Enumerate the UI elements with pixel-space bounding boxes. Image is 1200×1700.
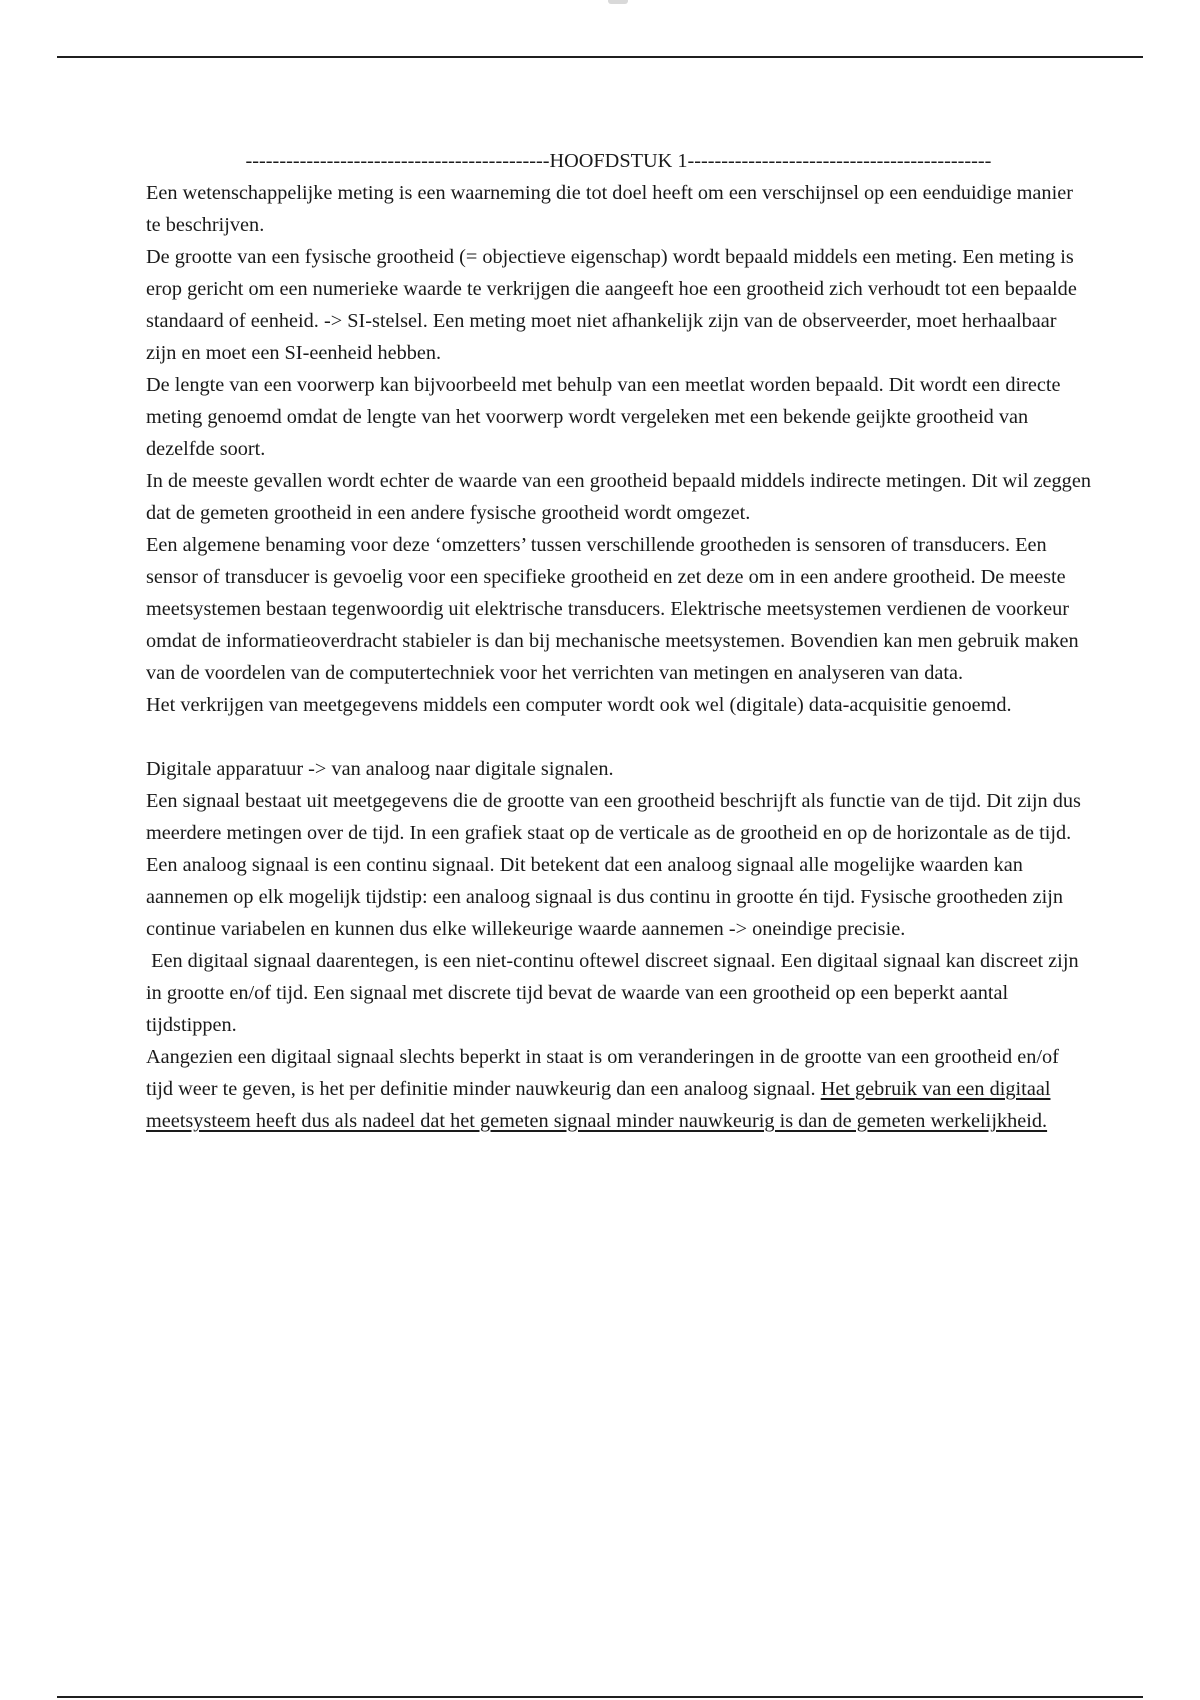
paragraph: Een analoog signaal is een continu signaal. Dit betekent dat een analoog signaal alle mogelijke waarden kan aannemen op elk mogelijk tijdstip: een analoog signaal is dus continu in grootte én tijd. Fysische grootheden zijn continue variabelen en kunnen dus elke willekeurige waarde aannemen -> oneindige precisie. (146, 854, 1063, 940)
page-top-marker (608, 0, 628, 4)
underlined-conclusion: Het gebruik van een digitaal meetsysteem heeft dus als nadeel dat het gemeten signaal minder nauwkeurig is dan de gemeten werkelijkheid. (146, 1078, 1051, 1132)
chapter-heading: ---------------------------------------------HOOFDSTUK 1--------------------------------------------- (245, 150, 992, 172)
blank-line (146, 721, 1091, 753)
paragraph: Een algemene benaming voor deze ‘omzetters’ tussen verschillende grootheden is sensoren of transducers. Een sensor of transducer is gevoelig voor een specifieke grootheid en zet deze om in een andere grootheid. De meeste meetsystemen bestaan tegenwoordig uit elektrische transducers. Elektrische meetsystemen verdienen de voorkeur omdat de informatieoverdracht stabieler is dan bij mechanische meetsystemen. Bovendien kan men gebruik maken van de voordelen van de computertechniek voor het verrichten van metingen en analyseren van data. (146, 534, 1079, 684)
paragraph: Het verkrijgen van meetgegevens middels een computer wordt ook wel (digitale) data-acquisitie genoemd. (146, 694, 1012, 716)
paragraph: De lengte van een voorwerp kan bijvoorbeeld met behulp van een meetlat worden bepaald. Dit wordt een directe meting genoemd omdat de lengte van het voorwerp wordt vergeleken met een bekende geijkte grootheid van dezelfde soort. (146, 374, 1061, 460)
paragraph: Een wetenschappelijke meting is een waarneming die tot doel heeft om een verschijnsel op een eenduidige manier te beschrijven. (146, 182, 1073, 236)
footer-rule (57, 1696, 1143, 1698)
paragraph: Een signaal bestaat uit meetgegevens die de grootte van een grootheid beschrijft als functie van de tijd. Dit zijn dus meerdere metingen over de tijd. In een grafiek staat op de verticale as de grootheid en op de horizontale as de tijd. (146, 790, 1081, 844)
paragraph: Een digitaal signaal daarentegen, is een niet-continu oftewel discreet signaal. Een digitaal signaal kan discreet zijn in grootte en/of tijd. Een signaal met discrete tijd bevat de waarde van een grootheid op een beperkt aantal tijdstippen. (146, 950, 1084, 1036)
paragraph: In de meeste gevallen wordt echter de waarde van een grootheid bepaald middels indirecte metingen. Dit wil zeggen dat de gemeten grootheid in een andere fysische grootheid wordt omgezet. (146, 470, 1091, 524)
final-paragraph (146, 1041, 1091, 1137)
section-intro: Digitale apparatuur -> van analoog naar digitale signalen. (146, 758, 614, 780)
paragraph: De grootte van een fysische grootheid (= objectieve eigenschap) wordt bepaald middels een meting. Een meting is erop gericht om een numerieke waarde te verkrijgen die aangeeft hoe een grootheid zich verhoudt tot een bepaalde standaard of eenheid. -> SI-stelsel. Een meting moet niet afhankelijk zijn van de observeerder, moet herhaalbaar zijn en moet een SI-eenheid hebben. (146, 246, 1077, 364)
final-paragraph-text: Aangezien een digitaal signaal slechts beperkt in staat is om veranderingen in de grootte van een grootheid en/of tijd weer te geven, is het per definitie minder nauwkeurig dan een analoog signaal. (146, 1046, 1064, 1100)
document-body (146, 145, 1091, 1137)
header-rule (57, 56, 1143, 58)
